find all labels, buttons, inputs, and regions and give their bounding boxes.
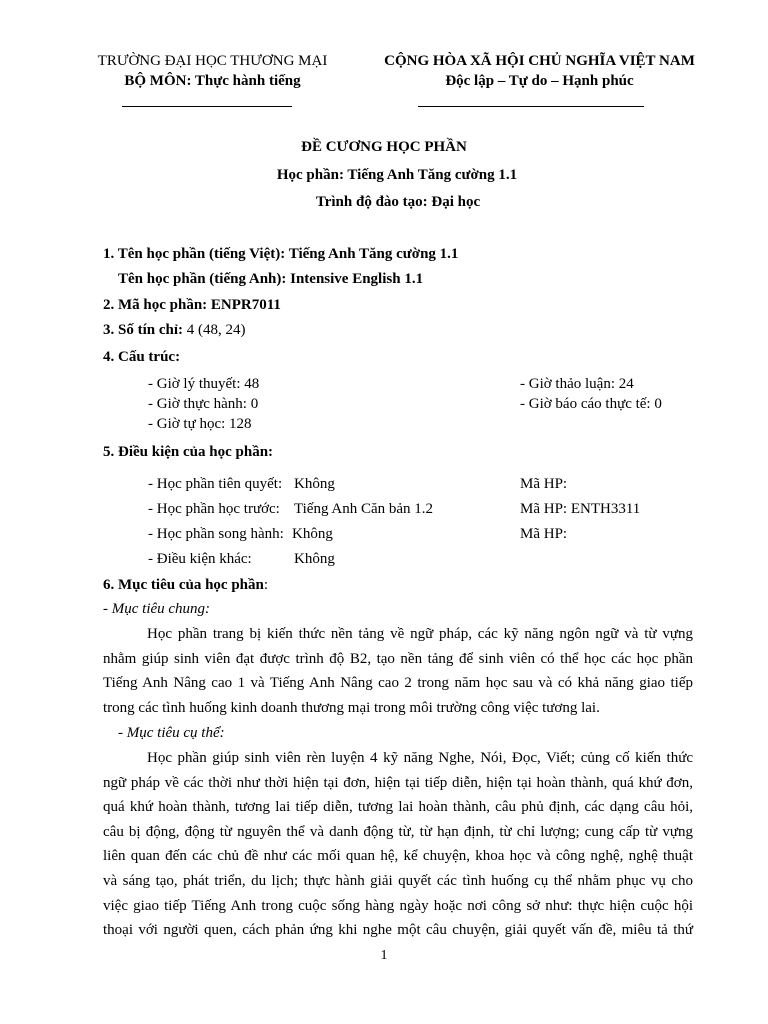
course-name-vn: 1. Tên học phần (tiếng Việt): Tiếng Anh Tăng cường 1.1: [103, 246, 459, 262]
parallel-course-value: Không: [292, 526, 333, 542]
credits-line: [103, 321, 246, 339]
page-number: 1: [380, 948, 388, 963]
header-right-underline: [418, 106, 644, 107]
general-objective-label: - Mục tiêu chung:: [103, 601, 211, 617]
document-title: ĐỀ CƯƠNG HỌC PHẦN: [301, 139, 467, 155]
objectives-colon: :: [263, 577, 269, 593]
parallel-course-code: Mã HP:: [520, 526, 568, 542]
course-name-en: Tên học phần (tiếng Anh): Intensive English 1.1: [118, 271, 424, 287]
course-title: Học phần: Tiếng Anh Tăng cường 1.1: [276, 167, 518, 183]
structure-heading: 4. Cấu trúc:: [103, 349, 181, 365]
previous-course-label: - Học phần học trước:: [148, 501, 280, 517]
prerequisite-code: Mã HP:: [520, 476, 568, 492]
conditions-heading: 5. Điều kiện của học phần:: [103, 444, 274, 460]
discussion-hours: - Giờ thảo luận: 24: [520, 376, 634, 392]
practice-hours: - Giờ thực hành: 0: [148, 396, 259, 412]
paragraph-line: ngữ pháp về các thời như thời hiện tại đơn, hiện tại tiếp diễn, hiện tại hoàn thành, quá khứ đơn,: [103, 774, 693, 791]
previous-course-code: Mã HP: ENTH3311: [520, 501, 641, 517]
training-level: Trình độ đào tạo: Đại học: [315, 194, 481, 210]
paragraph-line: Tiếng Anh Nâng cao 1 và Tiếng Anh Nâng cao 2 trong năm học sau và có khả năng giao tiếp: [103, 675, 693, 692]
paragraph-line: nhằm giúp sinh viên đạt được trình độ B2, tạo nền tảng để sinh viên có thể học các học phần: [103, 650, 693, 667]
specific-objective-label: - Mục tiêu cụ thể:: [118, 725, 225, 741]
prerequisite-label: - Học phần tiên quyết:: [148, 476, 283, 492]
paragraph-line: liên quan đến các chủ đề như các mối quan hệ, kể chuyện, khoa học và công nghệ, nghệ thuật: [103, 848, 693, 865]
paragraph-line: Học phần giúp sinh viên rèn luyện 4 kỹ năng Nghe, Nói, Đọc, Viết; củng cố kiến thức: [147, 750, 693, 766]
other-condition-label: - Điều kiện khác:: [148, 551, 252, 567]
paragraph-line: trong các tình huống kinh doanh thương mại trong môi trường công việc tương lai.: [103, 699, 600, 716]
paragraph-line: quá khứ hoàn thành, tương lai tiếp diễn, tương lai hoàn thành, câu phủ định, các dạng câu hỏi,: [103, 799, 693, 816]
department-name: BỘ MÔN: Thực hành tiếng: [124, 73, 301, 89]
previous-course-value: Tiếng Anh Căn bản 1.2: [294, 501, 434, 517]
country-name: CỘNG HÒA XÃ HỘI CHỦ NGHĨA VIỆT NAM: [384, 53, 695, 69]
header-left-underline: [122, 106, 292, 107]
self-study-hours: - Giờ tự học: 128: [148, 416, 252, 432]
paragraph-line: thoại với người quen, cách phản ứng khi nghe một câu chuyện, giải quyết vấn đề, miêu tả thứ: [103, 922, 693, 939]
credits-label: 3. Số tín chỉ:: [103, 322, 184, 338]
objectives-heading: [103, 576, 268, 594]
paragraph-line: và sáng tạo, phát triển, du lịch; thực hành giải quyết các tình huống cụ thể nhằm phục vụ cho: [103, 872, 693, 889]
paragraph-line: việc giao tiếp Tiếng Anh trong cuộc sống hàng ngày hoặc nơi công sở như: thực hiện cuộc hội: [103, 897, 693, 914]
theory-hours: - Giờ lý thuyết: 48: [148, 376, 260, 392]
objectives-label: 6. Mục tiêu của học phần: [103, 577, 264, 593]
general-objective-paragraph: [103, 622, 693, 720]
specific-objective-paragraph: [103, 746, 693, 943]
report-hours: - Giờ báo cáo thực tế: 0: [520, 396, 662, 412]
paragraph-line: Học phần trang bị kiến thức nền tảng về ngữ pháp, các kỹ năng ngôn ngữ và từ vựng: [147, 626, 693, 642]
paragraph-line: câu bị động, động từ nguyên thể và danh động từ, từ hạn định, từ chỉ lượng; cung cấp từ vựng: [103, 823, 693, 840]
course-code: 2. Mã học phần: ENPR7011: [103, 297, 281, 313]
parallel-course-label: - Học phần song hành:: [148, 526, 284, 542]
other-condition-value: Không: [294, 551, 335, 567]
credits-value: 4 (48, 24): [183, 322, 246, 338]
prerequisite-value: Không: [294, 476, 335, 492]
country-motto: Độc lập – Tự do – Hạnh phúc: [445, 73, 634, 89]
university-name: TRƯỜNG ĐẠI HỌC THƯƠNG MẠI: [97, 53, 328, 69]
